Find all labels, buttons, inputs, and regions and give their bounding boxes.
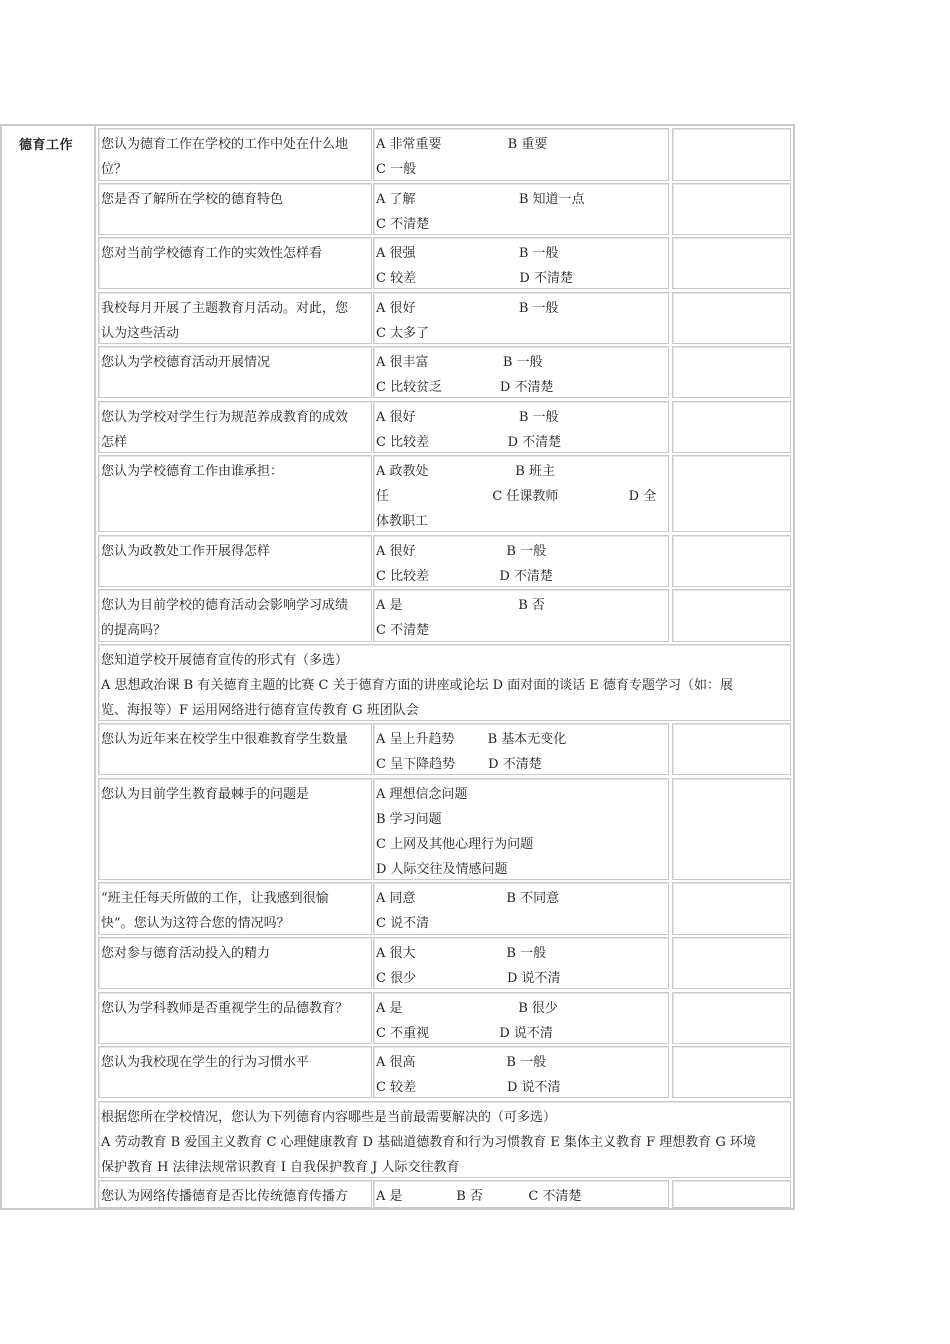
table-row: [98, 128, 791, 181]
table-row: [98, 1180, 791, 1208]
options-cell: A 了解 B 知道一点 C 不清楚: [373, 183, 669, 235]
table-row: [98, 292, 791, 344]
answer-cell[interactable]: [672, 535, 791, 587]
question-cell: 您认为学校德育活动开展情况: [98, 346, 372, 398]
question-cell: “班主任每天所做的工作，让我感到很愉 快”。您认为这符合您的情况吗？: [98, 882, 372, 935]
question-cell: 您认为学校对学生行为规范养成教育的成效 怎样: [98, 401, 372, 453]
options-cell: A 非常重要 B 重要 C 一般: [373, 128, 669, 181]
question-cell: 您对当前学校德育工作的实效性怎样看: [98, 237, 372, 289]
table-row: [98, 937, 791, 989]
options-cell: A 很好 B 一般 C 比较差 D 不清楚: [373, 401, 669, 453]
table-row: [98, 455, 791, 532]
question-cell: 您认为目前学校的德育活动会影响学习成绩 的提高吗？: [98, 589, 372, 642]
answer-cell[interactable]: [672, 128, 791, 181]
question-cell: 您认为德育工作在学校的工作中处在什么地 位？: [98, 128, 372, 181]
answer-cell[interactable]: [672, 455, 791, 532]
table-row: [98, 346, 791, 398]
options-cell: A 很丰富 B 一般 C 比较贫乏 D 不清楚: [373, 346, 669, 398]
answer-cell[interactable]: [672, 723, 791, 775]
table-row: [98, 183, 791, 235]
options-cell: A 政教处 B 班主 任 C 任课教师 D 全 体教职工: [373, 455, 669, 532]
table-row: [98, 778, 791, 880]
options-cell: A 呈上升趋势 B 基本无变化 C 呈下降趋势 D 不清楚: [373, 723, 669, 775]
question-cell: 您认为目前学生教育最棘手的问题是: [98, 778, 372, 880]
question-cell: 您是否了解所在学校的德育特色: [98, 183, 372, 235]
options-cell: A 是 B 很少 C 不重视 D 说不清: [373, 992, 669, 1044]
table-row: [98, 589, 791, 642]
table-row: [98, 723, 791, 775]
answer-cell[interactable]: [672, 183, 791, 235]
answer-cell[interactable]: [672, 937, 791, 989]
question-cell: 您认为我校现在学生的行为习惯水平: [98, 1046, 372, 1098]
questionnaire-table: [0, 124, 795, 1210]
question-cell: 您认为近年来在校学生中很难教育学生数量: [98, 723, 372, 775]
answer-cell[interactable]: [672, 292, 791, 344]
answer-cell[interactable]: [672, 992, 791, 1044]
table-row: [98, 1101, 791, 1178]
table-row: [98, 882, 791, 935]
question-cell: 您认为学校德育工作由谁承担：: [98, 455, 372, 532]
multi-select-question-cell: 根据您所在学校情况，您认为下列德育内容哪些是当前最需要解决的（可多选） A 劳动教育 B 爱国主义教育 C 心理健康教育 D 基础道德教育和行为习惯教育 E 集体主义教育 F 理想教育 G 环境 保护教育 H 法律法规常识教育 I 自我保护教育 J 人际交往教育: [98, 1101, 791, 1178]
question-cell: 您认为网络传播德育是否比传统德育传播方: [98, 1180, 372, 1208]
table-row: [98, 1046, 791, 1098]
table-row: [98, 644, 791, 721]
options-cell: A 很高 B 一般 C 较差 D 说不清: [373, 1046, 669, 1098]
options-cell: A 很好 B 一般 C 太多了: [373, 292, 669, 344]
table-row: [98, 535, 791, 587]
options-cell: A 很好 B 一般 C 比较差 D 不清楚: [373, 535, 669, 587]
section-label: 德育工作: [19, 138, 74, 153]
options-cell: A 同意 B 不同意 C 说不清: [373, 882, 669, 935]
question-cell: 您对参与德育活动投入的精力: [98, 937, 372, 989]
answer-cell[interactable]: [672, 589, 791, 642]
question-cell: 我校每月开展了主题教育月活动。对此，您 认为这些活动: [98, 292, 372, 344]
answer-cell[interactable]: [672, 882, 791, 935]
table-row: [98, 401, 791, 453]
options-cell: A 很大 B 一般 C 很少 D 说不清: [373, 937, 669, 989]
table-row: [98, 992, 791, 1044]
answer-cell[interactable]: [672, 401, 791, 453]
answer-cell[interactable]: [672, 778, 791, 880]
answer-cell[interactable]: [672, 1180, 791, 1208]
table-row: [98, 237, 791, 289]
answer-cell[interactable]: [672, 1046, 791, 1098]
question-cell: 您认为学科教师是否重视学生的品德教育？: [98, 992, 372, 1044]
options-cell: A 是 B 否 C 不清楚: [373, 589, 669, 642]
options-cell: A 理想信念问题 B 学习问题 C 上网及其他心理行为问题 D 人际交往及情感问题: [373, 778, 669, 880]
section-column: [2, 126, 96, 1208]
question-cell: 您认为政教处工作开展得怎样: [98, 535, 372, 587]
answer-cell[interactable]: [672, 237, 791, 289]
multi-select-question-cell: 您知道学校开展德育宣传的形式有（多选） A 思想政治课 B 有关德育主题的比赛 C 关于德育方面的讲座或论坛 D 面对面的谈话 E 德育专题学习（如：展 览、海报等）F 运用网络进行德育宣传教育 G 班团队会: [98, 644, 791, 721]
options-cell: A 很强 B 一般 C 较差 D 不清楚: [373, 237, 669, 289]
answer-cell[interactable]: [672, 346, 791, 398]
options-cell: A 是 B 否 C 不清楚: [373, 1180, 669, 1208]
